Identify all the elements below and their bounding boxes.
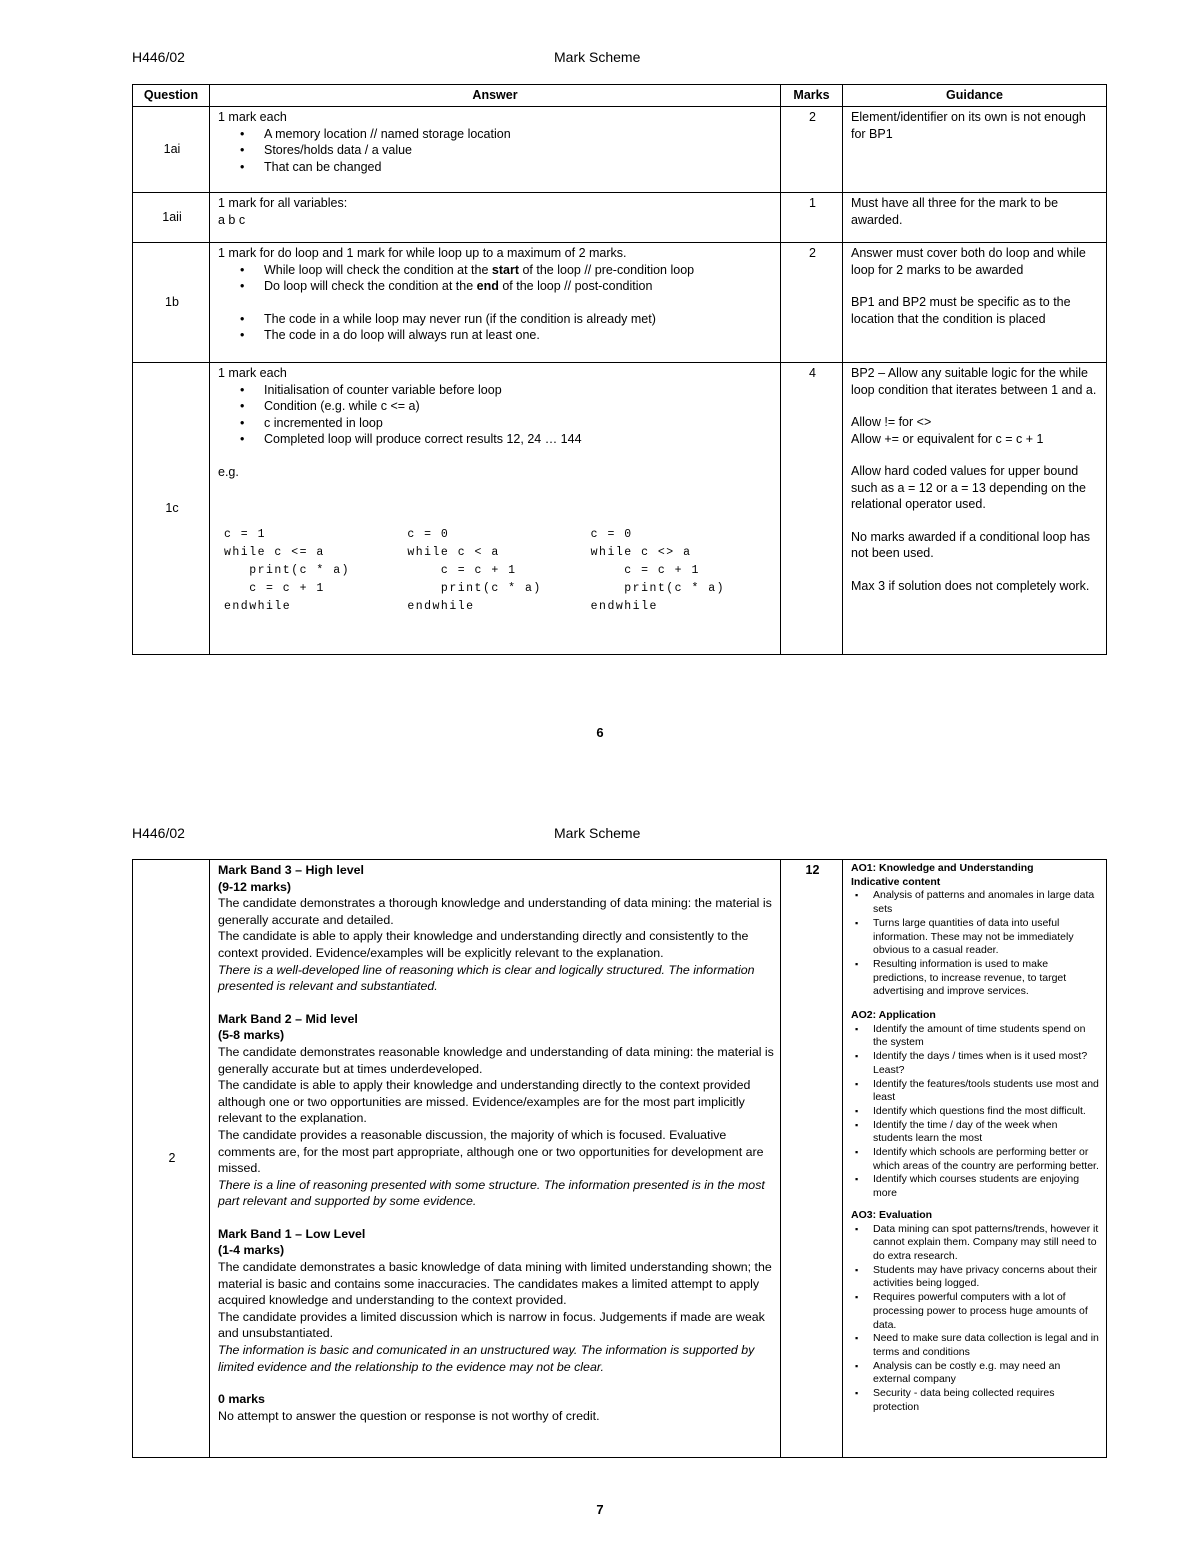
ao3-list bbox=[851, 1223, 1100, 1415]
question-number: 1c bbox=[133, 363, 210, 655]
page-number: 7 bbox=[596, 1502, 604, 1517]
page-number: 6 bbox=[596, 725, 604, 740]
code-example-3: c = 0 while c <> a c = c + 1 print(c * a) endwhile bbox=[590, 528, 726, 613]
list-item: ▪ Requires powerful computers with a lot of processing power to process huge amounts of data. bbox=[873, 1291, 1100, 1332]
band-text: The candidate demonstrates a thorough knowledge and understanding of data mining: the material is generally accurate and detailed. bbox=[218, 896, 772, 927]
answer-cell bbox=[210, 363, 781, 655]
answer-cell bbox=[210, 860, 781, 1458]
question-number: 1ai bbox=[133, 107, 210, 193]
ao1-title: AO1: Knowledge and Understanding bbox=[851, 862, 1034, 874]
guidance-text: Must have all three for the mark to be awarded. bbox=[851, 196, 1059, 227]
list-item: • That can be changed bbox=[264, 159, 774, 176]
band-text: The candidate provides a reasonable discussion, the majority of which is focused. Evaluative comments are, for the most part appropriate, although one or two opportunities for development are missed. bbox=[218, 1127, 764, 1176]
answer-text: a b c bbox=[218, 212, 246, 227]
list-item: • c incremented in loop bbox=[264, 415, 774, 432]
list-item: ▪ Analysis of patterns and anomales in large data sets bbox=[873, 889, 1100, 916]
table-row bbox=[133, 243, 1107, 363]
example-label: e.g. bbox=[218, 464, 239, 479]
list-item: ▪ Identify which schools are performing better or which areas of the country are performing better. bbox=[873, 1146, 1100, 1173]
answer-bullets bbox=[218, 382, 774, 448]
page-header-code: H446/02 bbox=[132, 825, 185, 841]
ao1-subtitle: Indicative content bbox=[851, 875, 941, 888]
band-reasoning: The information is basic and comunicated in an unstructured way. The information is supported by limited evidence and the relationship to the evidence may not be clear. bbox=[218, 1343, 755, 1374]
ao2-list bbox=[851, 1023, 1100, 1201]
list-item: ▪ Identify the days / times when is it used most? Least? bbox=[873, 1050, 1100, 1077]
page-header-title: Mark Scheme bbox=[554, 49, 641, 65]
list-item: • Stores/holds data / a value bbox=[264, 142, 774, 159]
list-item: ▪ Data mining can spot patterns/trends, however it cannot explain them. Company may still need to do extra research. bbox=[873, 1223, 1100, 1264]
guidance-cell bbox=[843, 107, 1107, 193]
table-row bbox=[133, 107, 1107, 193]
band-text: The candidate is able to apply their knowledge and understanding directly to the context provided although one or two opportunities are missed. Evidence/examples are for the most part implicitly relevant to the explanation. bbox=[218, 1078, 751, 1126]
band-range: (1-4 marks) bbox=[218, 1243, 285, 1258]
list-item: • Condition (e.g. while c <= a) bbox=[264, 398, 774, 415]
question-number: 2 bbox=[133, 860, 210, 1458]
code-examples bbox=[218, 490, 774, 652]
mark-scheme-table-2 bbox=[132, 859, 1107, 1458]
marks-value: 4 bbox=[781, 363, 843, 655]
band-title: Mark Band 2 – Mid level bbox=[218, 1011, 358, 1026]
band-text: No attempt to answer the question or response is not worthy of credit. bbox=[218, 1408, 600, 1423]
guidance-text: Max 3 if solution does not completely work. bbox=[851, 578, 1090, 593]
table-row bbox=[133, 363, 1107, 655]
answer-intro: 1 mark for do loop and 1 mark for while loop up to a maximum of 2 marks. bbox=[218, 246, 627, 260]
code-example-1: c = 1 while c <= a print(c * a) c = c + 1 endwhile bbox=[224, 528, 351, 613]
guidance-text: No marks awarded if a conditional loop has not been used. bbox=[851, 529, 1091, 560]
list-item: ▪ Need to make sure data collection is legal and in terms and conditions bbox=[873, 1332, 1100, 1359]
col-header-marks: Marks bbox=[781, 85, 843, 107]
band-text: The candidate is able to apply their knowledge and understanding directly and consistently to the context provided. Evidence/examples will be explicitly relevant to the explanation. bbox=[218, 929, 749, 960]
mark-band-2 bbox=[218, 1011, 774, 1210]
marks-value: 2 bbox=[781, 243, 843, 363]
band-range: (5-8 marks) bbox=[218, 1028, 285, 1043]
list-item: ▪ Identify which questions find the most difficult. bbox=[873, 1105, 1100, 1119]
guidance-cell bbox=[843, 363, 1107, 655]
table-row bbox=[133, 193, 1107, 243]
table-header-row bbox=[133, 85, 1107, 107]
list-item: ▪ Resulting information is used to make predictions, to increase revenue, to target advertising and improve services. bbox=[873, 958, 1100, 999]
list-item: • A memory location // named storage location bbox=[264, 126, 774, 143]
page-header-code: H446/02 bbox=[132, 49, 185, 65]
list-item: ▪ Identify the amount of time students spend on the system bbox=[873, 1023, 1100, 1050]
band-text: The candidate demonstrates reasonable knowledge and understanding of data mining: the material is generally accurate but at times underdeveloped. bbox=[218, 1044, 774, 1076]
mark-band-0 bbox=[218, 1391, 774, 1424]
answer-cell bbox=[210, 107, 781, 193]
ao3-title: AO3: Evaluation bbox=[851, 1208, 933, 1221]
list-item: ▪ Identify the time / day of the week when students learn the most bbox=[873, 1119, 1100, 1146]
band-title: 0 marks bbox=[218, 1392, 265, 1407]
band-reasoning: There is a well-developed line of reasoning which is clear and logically structured. The information presented is relevant and substantiated. bbox=[218, 962, 755, 994]
question-number: 1aii bbox=[133, 193, 210, 243]
mark-scheme-table-1 bbox=[132, 84, 1107, 655]
band-title: Mark Band 3 – High level bbox=[218, 863, 364, 877]
list-item: • The code in a while loop may never run (if the condition is already met) bbox=[264, 311, 774, 328]
guidance-text: BP1 and BP2 must be specific as to the location that the condition is placed bbox=[851, 295, 1071, 326]
guidance-cell bbox=[843, 860, 1107, 1458]
guidance-text: Allow != for <> Allow += or equivalent for c = c + 1 bbox=[851, 415, 1044, 446]
answer-intro: 1 mark each bbox=[218, 110, 287, 124]
answer-cell bbox=[210, 243, 781, 363]
band-reasoning: There is a line of reasoning presented with some structure. The information presented is in the most part relevant and supported by some evidence. bbox=[218, 1177, 765, 1209]
guidance-text: Answer must cover both do loop and while loop for 2 marks to be awarded bbox=[851, 246, 1086, 277]
list-item: ▪ Students may have privacy concerns about their activities being logged. bbox=[873, 1264, 1100, 1291]
list-item: ▪ Identify the features/tools students use most and least bbox=[873, 1078, 1100, 1105]
col-header-guidance: Guidance bbox=[843, 85, 1107, 107]
band-title: Mark Band 1 – Low Level bbox=[218, 1226, 366, 1241]
band-text: The candidate provides a limited discussion which is narrow in focus. Judgements if made are weak and unsubstantiated. bbox=[218, 1309, 765, 1341]
list-item: ▪ Security - data being collected requires protection bbox=[873, 1387, 1100, 1414]
answer-cell bbox=[210, 193, 781, 243]
answer-bullets bbox=[218, 126, 774, 176]
marks-value: 2 bbox=[781, 107, 843, 193]
list-item: • While loop will check the condition at the start of the loop // pre-condition loop bbox=[264, 262, 774, 279]
band-range: (9-12 marks) bbox=[218, 879, 292, 894]
col-header-question: Question bbox=[133, 85, 210, 107]
guidance-text: Element/identifier on its own is not enough for BP1 bbox=[851, 110, 1086, 141]
list-item: • Completed loop will produce correct results 12, 24 … 144 bbox=[264, 431, 774, 448]
question-number: 1b bbox=[133, 243, 210, 363]
guidance-text: Allow hard coded values for upper bound such as a = 12 or a = 13 depending on the relational operator used. bbox=[851, 464, 1086, 511]
col-header-answer: Answer bbox=[210, 85, 781, 107]
ao2-title: AO2: Application bbox=[851, 1009, 936, 1022]
answer-intro: 1 mark for all variables: bbox=[218, 196, 348, 210]
marks-value: 1 bbox=[781, 193, 843, 243]
table-row bbox=[133, 860, 1107, 1458]
marks-value: 12 bbox=[781, 860, 843, 1458]
guidance-cell bbox=[843, 243, 1107, 363]
guidance-cell bbox=[843, 193, 1107, 243]
band-text: The candidate demonstrates a basic knowledge of data mining with limited understanding shown; the material is basic and contains some inaccuracies. The candidates makes a limited attempt to apply acquired knowledge and understanding to the context provided. bbox=[218, 1260, 772, 1308]
list-item: • Do loop will check the condition at the end of the loop // post-condition bbox=[264, 278, 774, 295]
list-item: ▪ Identify which courses students are enjoying more bbox=[873, 1173, 1100, 1200]
page-header-title: Mark Scheme bbox=[554, 825, 641, 841]
answer-bullets bbox=[218, 311, 774, 344]
mark-band-1 bbox=[218, 1226, 774, 1375]
list-item: ▪ Analysis can be costly e.g. may need an external company bbox=[873, 1360, 1100, 1387]
list-item: • Initialisation of counter variable before loop bbox=[264, 382, 774, 399]
mark-band-3 bbox=[218, 862, 774, 995]
list-item: • The code in a do loop will always run at least one. bbox=[264, 327, 774, 344]
list-item: ▪ Turns large quantities of data into useful information. These may not be immediately obvious to a casual reader. bbox=[873, 917, 1100, 958]
answer-bullets bbox=[218, 262, 774, 295]
answer-intro: 1 mark each bbox=[218, 366, 287, 380]
code-example-2: c = 0 while c < a c = c + 1 print(c * a) endwhile bbox=[407, 528, 542, 613]
ao1-list bbox=[851, 889, 1100, 999]
guidance-text: BP2 – Allow any suitable logic for the while loop condition that iterates between 1 and a. bbox=[851, 366, 1097, 397]
